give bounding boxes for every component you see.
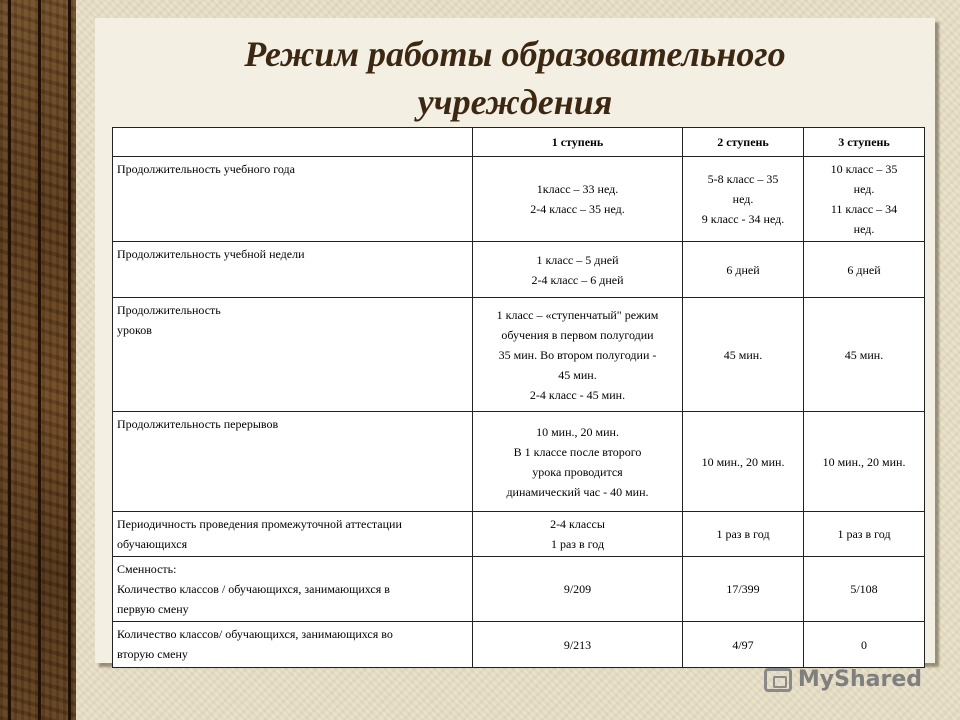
cell-text-line: нед. bbox=[853, 222, 875, 236]
value-cell bbox=[683, 557, 804, 622]
cell-text-line: обучения в первом полугодии bbox=[501, 327, 654, 342]
cell-text-line: 10 мин., 20 мин. bbox=[822, 454, 906, 469]
cell-text-line: 1 раз в год bbox=[716, 527, 770, 541]
cell-text-line: 45 мин. bbox=[844, 347, 884, 362]
cell-text-line: 5-8 класс – 35 bbox=[707, 172, 779, 186]
header-cell-stage-1: 1 ступень bbox=[473, 128, 683, 157]
cell-text-line: 10 мин., 20 мин. bbox=[536, 424, 619, 439]
cell-text-line: 1 класс – 5 дней bbox=[536, 252, 619, 267]
cell-text-line: 2-4 класс – 6 дней bbox=[531, 272, 624, 287]
value-cell bbox=[804, 622, 925, 668]
cell-text-line: 2-4 класс – 35 нед. bbox=[530, 202, 625, 216]
value-cell bbox=[804, 242, 925, 298]
cell-text-line: вторую смену bbox=[117, 647, 188, 661]
table-row bbox=[113, 298, 925, 412]
cell-text-line: динамический час - 40 мин. bbox=[506, 484, 649, 499]
decorative-line bbox=[8, 0, 11, 720]
cell-text-line: нед. bbox=[853, 182, 875, 196]
table-body bbox=[113, 157, 925, 668]
table-header-row bbox=[113, 128, 925, 157]
cell-text-line: 1 класс – «ступенчатый" режим bbox=[496, 307, 659, 322]
table-row bbox=[113, 622, 925, 668]
cell-text-line: 2-4 классы bbox=[550, 517, 605, 531]
cell-text-line: обучающихся bbox=[117, 537, 188, 551]
value-cell bbox=[683, 512, 804, 557]
cell-text-line: 1 раз в год bbox=[550, 537, 605, 551]
cell-text-line: первую смену bbox=[117, 602, 189, 616]
schedule-table bbox=[112, 127, 925, 668]
cell-text-line: Продолжительность bbox=[117, 303, 221, 317]
value-cell bbox=[683, 157, 804, 242]
value-cell bbox=[804, 412, 925, 512]
cell-text-line: 9/209 bbox=[563, 582, 592, 596]
row-label-cell bbox=[113, 157, 473, 242]
value-cell bbox=[473, 557, 683, 622]
value-cell bbox=[804, 298, 925, 412]
value-cell bbox=[804, 157, 925, 242]
cell-text-line: Продолжительность учебного года bbox=[117, 162, 295, 176]
cell-text-line: 10 мин., 20 мин. bbox=[701, 454, 785, 469]
cell-text-line: Продолжительность перерывов bbox=[117, 417, 279, 431]
cell-text-line: 2-4 класс - 45 мин. bbox=[529, 387, 626, 402]
cell-text-line: 9/213 bbox=[563, 637, 592, 652]
table-row bbox=[113, 512, 925, 557]
cell-text-line: Продолжительность учебной недели bbox=[117, 247, 305, 261]
cell-text-line: Периодичность проведения промежуточной аттестации bbox=[117, 517, 402, 531]
cell-text-line: 45 мин. bbox=[558, 367, 597, 382]
cell-text-line: Сменность: bbox=[117, 562, 177, 576]
cell-text-line: Количество классов/ обучающихся, занимающихся во bbox=[117, 627, 393, 641]
value-cell bbox=[804, 557, 925, 622]
value-cell bbox=[683, 412, 804, 512]
value-cell bbox=[804, 512, 925, 557]
row-label-cell bbox=[113, 622, 473, 668]
value-cell bbox=[683, 622, 804, 668]
slide-title-line-2: учреждения bbox=[417, 82, 613, 122]
cell-text-line: 6 дней bbox=[847, 262, 881, 277]
value-cell bbox=[473, 242, 683, 298]
row-label-cell bbox=[113, 242, 473, 298]
value-cell bbox=[683, 242, 804, 298]
decorative-line bbox=[38, 0, 41, 720]
value-cell bbox=[473, 157, 683, 242]
row-label-cell bbox=[113, 412, 473, 512]
value-cell bbox=[473, 412, 683, 512]
slide-title-line-1: Режим работы образовательного bbox=[244, 34, 786, 74]
value-cell bbox=[683, 298, 804, 412]
cell-text-line: В 1 классе после второго bbox=[513, 444, 642, 459]
myshared-logo-icon bbox=[764, 668, 792, 692]
cell-text-line: 1класс – 33 нед. bbox=[536, 182, 619, 196]
value-cell bbox=[473, 622, 683, 668]
row-label-cell bbox=[113, 512, 473, 557]
value-cell bbox=[473, 298, 683, 412]
decorative-line bbox=[68, 0, 71, 720]
row-label-cell bbox=[113, 298, 473, 412]
decorative-side-strip bbox=[0, 0, 76, 720]
cell-text-line: 45 мин. bbox=[723, 347, 763, 362]
cell-text-line: уроков bbox=[117, 323, 152, 337]
cell-text-line: 1 раз в год bbox=[837, 527, 891, 541]
cell-text-line: урока проводится bbox=[532, 464, 623, 479]
cell-text-line: 35 мин. Во втором полугодии - bbox=[498, 347, 657, 362]
cell-text-line: 6 дней bbox=[726, 262, 760, 277]
cell-text-line: 11 класс – 34 bbox=[830, 202, 898, 216]
table-row bbox=[113, 157, 925, 242]
cell-text-line: 9 класс - 34 нед. bbox=[701, 212, 785, 226]
table-row bbox=[113, 412, 925, 512]
watermark-brand: MyShared bbox=[797, 667, 922, 692]
value-cell bbox=[473, 512, 683, 557]
header-cell-empty bbox=[113, 128, 473, 157]
cell-text-line: 17/399 bbox=[726, 582, 760, 596]
table-row bbox=[113, 242, 925, 298]
row-label-cell bbox=[113, 557, 473, 622]
cell-text-line: 5/108 bbox=[850, 582, 878, 596]
table-row bbox=[113, 557, 925, 622]
cell-text-line: 4/97 bbox=[732, 637, 754, 652]
cell-text-line: 10 класс – 35 bbox=[830, 162, 898, 176]
slide-title bbox=[95, 30, 935, 126]
header-cell-stage-3: 3 ступень bbox=[804, 128, 925, 157]
cell-text-line: нед. bbox=[732, 192, 754, 206]
cell-text-line: 0 bbox=[861, 637, 867, 652]
watermark bbox=[764, 667, 922, 692]
header-cell-stage-2: 2 ступень bbox=[683, 128, 804, 157]
cell-text-line: Количество классов / обучающихся, занимающихся в bbox=[117, 582, 390, 596]
